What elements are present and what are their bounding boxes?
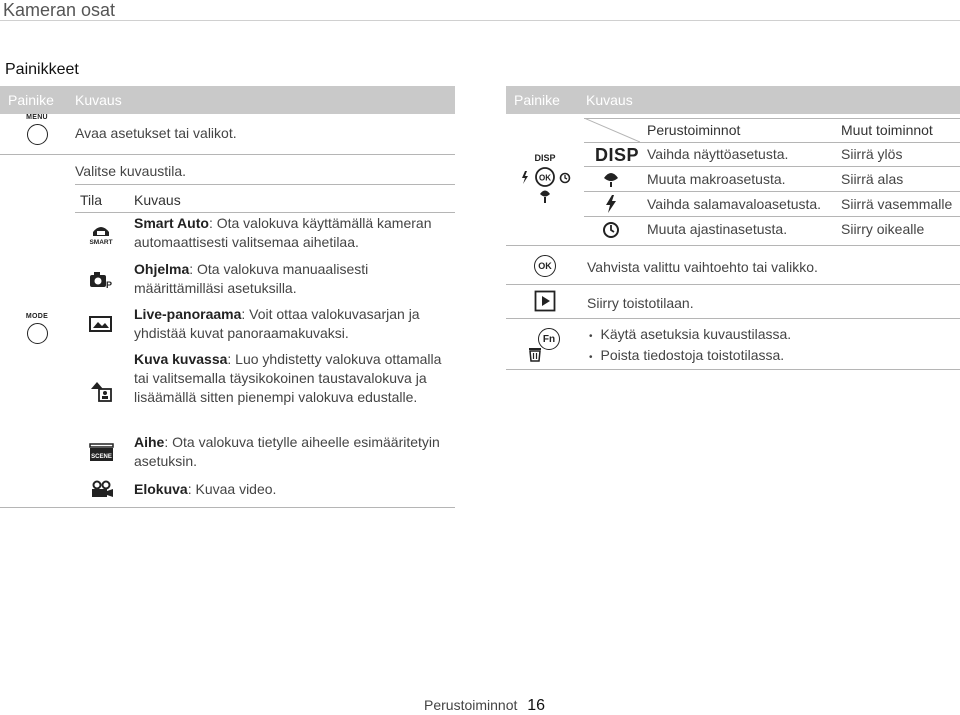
fn-bullet-1 [589,325,791,346]
mode-row-scene [134,433,444,471]
nav-basic-timer: Muuta ajastinasetusta. [647,221,788,237]
scene-icon [89,443,115,463]
footer-page-number: 16 [527,697,546,714]
play-row-divider [506,318,960,319]
footer-section: Perustoiminnot [424,697,518,713]
nav-basic-flash: Vaihda salamavaloasetusta. [647,196,822,212]
left-col1-header: Painike [8,92,54,108]
mode-desc: : Voit ottaa valokuvasarjan ja yhdistää kuvat panoraamakuvaksi. [134,306,420,341]
nav-row-divider [584,216,960,217]
nav-header-other: Muut toiminnot [841,122,933,138]
mode-desc: : Ota valokuva tietylle aiheelle esimääritetyin asetuksin. [134,434,440,469]
menu-button[interactable] [24,114,50,145]
live-panorama-icon [89,315,113,333]
mode-name: Smart Auto [134,215,209,231]
right-table-header [506,86,960,114]
mode-intro-divider [75,184,455,185]
mode-row-live-panorama [134,305,444,343]
fn-bullet-2 [589,346,784,367]
flash-icon [604,194,618,214]
mode-desc: : Ota valokuva manuaalisesti määrittämilläsi asetuksilla. [134,261,369,296]
mode-name: Aihe [134,434,165,450]
program-icon [89,270,113,290]
navigation-dial[interactable] [517,147,573,207]
fn-bullet-text: Poista tiedostoja toistotilassa. [600,347,785,363]
menu-description: Avaa asetukset tai valikot. [75,125,237,141]
nav-table-top [584,118,960,119]
ok-description: Vahvista valittu vaihtoehto tai valikko. [587,259,818,275]
nav-other-disp: Siirrä ylös [841,146,903,162]
mode-intro: Valitse kuvaustila. [75,163,187,179]
svg-text:SCENE: SCENE [91,454,112,460]
mode-desc: : Kuvaa video. [187,481,277,497]
mode-button-circle [27,323,48,344]
smart-auto-icon [89,222,113,248]
mode-desc: : Ota valokuva käyttämällä kameran automaattisesti valitsemaa aihetilaa. [134,215,432,250]
right-col2-header: Kuvaus [586,92,633,108]
mode-row-program [134,260,444,298]
ok-button[interactable] [534,255,556,277]
timer-icon [601,219,621,239]
nav-table-diagonal [584,118,640,142]
menu-row-divider [0,154,455,155]
ok-row-divider [506,284,960,285]
menu-button-label: MENU [26,114,48,121]
fn-button-label: Fn [538,328,560,350]
section-title: Kameran osat [3,0,116,20]
svg-text:OK: OK [539,173,551,183]
nav-other-timer: Siirry oikealle [841,221,925,237]
mode-row-movie [134,480,444,499]
mode-subheader-tila: Tila [80,192,103,208]
left-table-bottom [0,507,455,508]
nav-basic-macro: Muuta makroasetusta. [647,171,786,187]
nav-section-bottom [506,245,960,246]
nav-other-flash: Siirrä vasemmalle [841,196,953,212]
mode-desc: : Luo yhdistetty valokuva ottamalla tai valitsemalla täysikokoinen taustavalokuva ja lisäämällä sitten pienempi valokuva edustalle. [134,351,442,405]
mode-row-picture-in-picture [134,350,444,407]
nav-row-divider [584,166,960,167]
bullet-icon: • [589,331,593,342]
left-col2-header: Kuvaus [75,92,122,108]
nav-basic-disp: Vaihda näyttöasetusta. [647,146,789,162]
nav-other-macro: Siirrä alas [841,171,904,187]
movie-icon [90,480,114,498]
mode-subheader-divider [75,212,455,213]
ok-button-label: OK [534,255,556,277]
disp-icon: DISP [595,145,640,165]
nav-header-divider [584,142,960,143]
trash-icon [528,346,542,362]
picture-in-picture-icon [89,379,113,403]
nav-header-basic: Perustoiminnot [647,122,741,138]
header-divider [0,20,960,21]
mode-button[interactable] [24,313,50,344]
right-table-bottom [506,369,960,370]
footer [424,697,545,715]
svg-text:DISP: DISP [534,153,556,163]
macro-icon [602,170,620,188]
bullet-icon: • [589,352,593,363]
mode-name: Elokuva [134,481,188,497]
mode-name: Ohjelma [134,261,190,277]
mode-name: Live-panoraama [134,306,242,322]
fn-bullet-text: Käytä asetuksia kuvaustilassa. [600,326,792,342]
mode-name: Kuva kuvassa [134,351,228,367]
svg-text:SMART: SMART [89,239,113,246]
play-button[interactable] [534,290,556,312]
menu-button-circle [27,124,48,145]
svg-text:P: P [105,280,113,290]
right-col1-header: Painike [514,92,560,108]
page-heading: Painikkeet [5,61,79,78]
left-table-header [0,86,455,114]
mode-row-smart-auto [134,214,444,252]
mode-subheader-kuvaus: Kuvaus [134,192,181,208]
play-description: Siirry toistotilaan. [587,295,694,311]
nav-row-divider [584,191,960,192]
mode-button-label: MODE [25,313,49,320]
